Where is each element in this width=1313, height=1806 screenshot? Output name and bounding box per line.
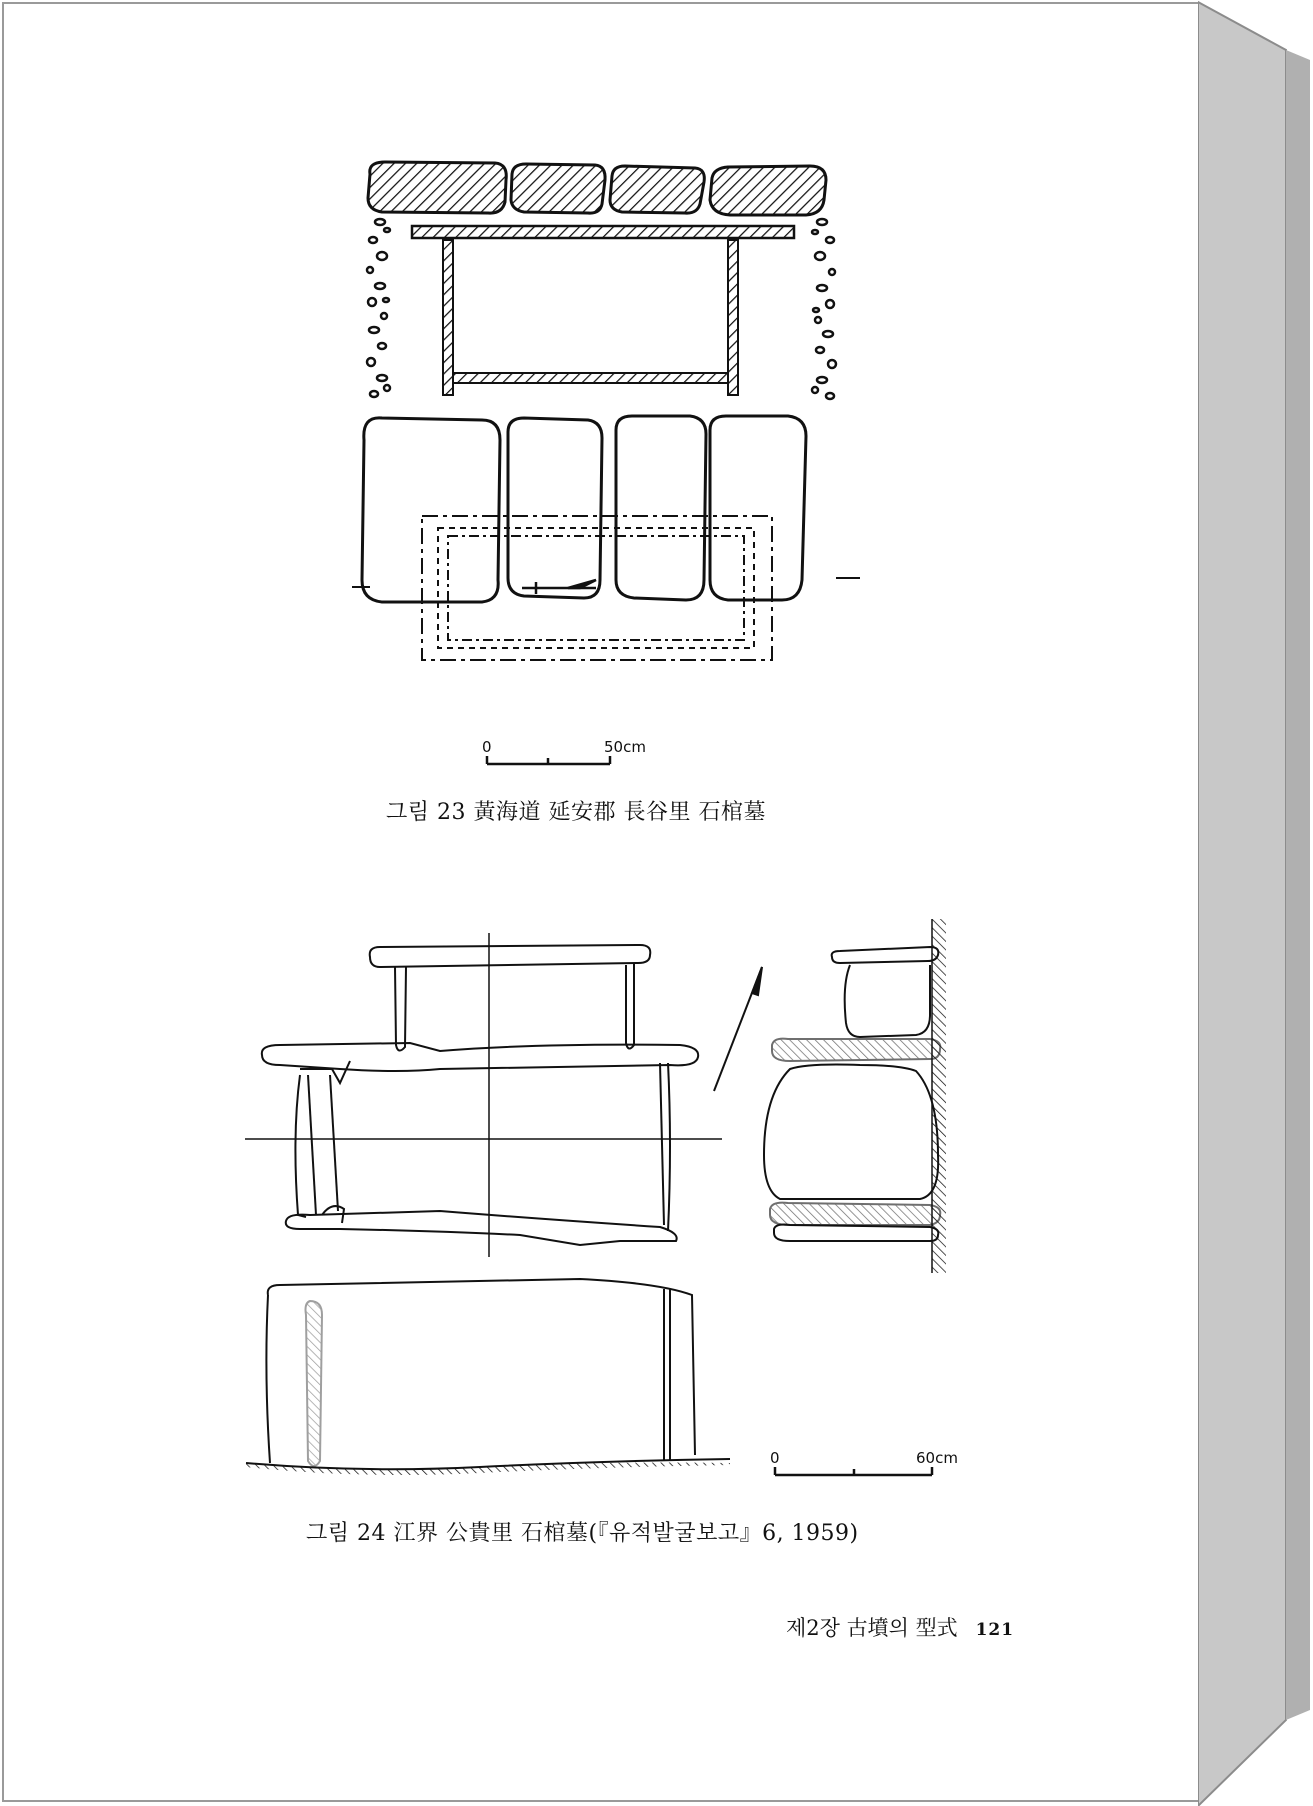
book-page-edge: [1198, 0, 1313, 1806]
scale-bar: [775, 1467, 932, 1475]
earth-wall: [932, 919, 946, 1273]
scale-end-label: 60cm: [916, 1449, 958, 1467]
figure-23-caption: 그림 23 黃海道 延安郡 長谷里 石棺墓: [386, 800, 766, 825]
cover-slab: [412, 226, 794, 238]
scale-end-label: 50cm: [604, 738, 646, 756]
page-footer: [786, 1612, 1014, 1642]
cap-stones-section: [368, 162, 826, 215]
figure-24-drawing: [240, 915, 960, 1485]
figure-23-drawing: [340, 160, 880, 780]
chapter-title: 제2장 古墳의 型式: [786, 1616, 958, 1640]
north-arrow-icon: [714, 967, 762, 1091]
cist-outline: [422, 516, 772, 660]
page-number: 121: [975, 1620, 1015, 1640]
scale-start-label: 0: [770, 1449, 780, 1467]
scale-start-label: 0: [482, 738, 492, 756]
figure-24-caption: 그림 24 江界 公貴里 石棺墓(『유적발굴보고』6, 1959): [306, 1521, 859, 1546]
north-arrow-icon: [522, 580, 596, 594]
scale-bar: [487, 756, 610, 764]
cover-stones-plan: [362, 416, 806, 602]
